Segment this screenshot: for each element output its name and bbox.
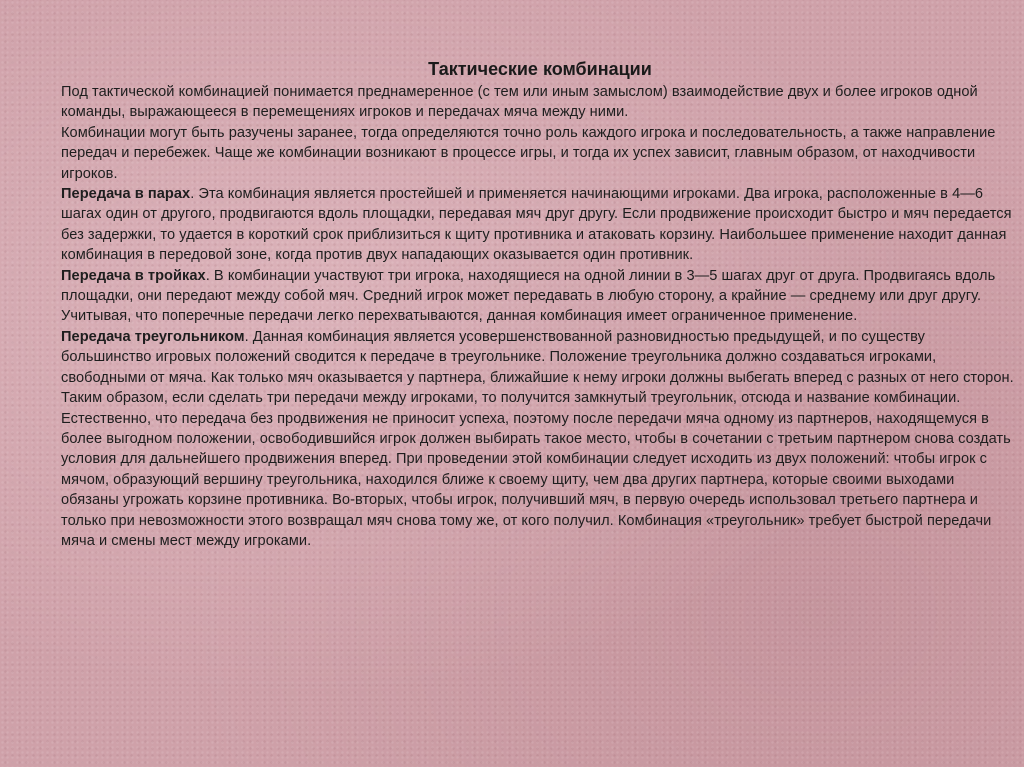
slide-body <box>61 82 1016 551</box>
combinations-note-paragraph: Комбинации могут быть разучены заранее, тогда определяются точно роль каждого игрока и последовательность, а также направление передач и перебежек. Чаще же комбинации возникают в процессе игры, и тогда их успех зависит, главным образом, от находчивости игроков. <box>61 124 996 182</box>
intro-paragraph: Под тактической комбинацией понимается преднамеренное (с тем или иным замыслом) взаимодействие двух и более игроков одной команды, выражающееся в перемещениях игроков и передачах мяча между ними. <box>61 84 978 121</box>
section-triples <box>61 266 1016 327</box>
section-pairs-text: . Эта комбинация является простейшей и применяется начинающими игроками. Два игрока, расположенные в 4—6 шагах один от другого, продвигаются вдоль площадки, передавая мяч друг другу. Если продвижение происходит быстро и мяч передается без задержки, то удается в короткий срок приблизиться к щиту противника и атаковать корзину. Наибольшее применение находит данная комбинация в передовой зоне, когда против двух нападающих оказывается один противник. <box>61 186 1012 264</box>
section-pairs <box>61 184 1016 266</box>
section-pairs-heading: Передача в парах <box>61 186 191 203</box>
slide-title: Тактические комбинации <box>428 59 652 79</box>
section-triples-heading: Передача в тройках <box>61 267 206 284</box>
section-triangle-text: . Данная комбинация является усовершенствованной разновидностью предыдущей, и по существу большинство игровых положений сводится к передаче в треугольнике. Положение треугольника должно создаваться игроками, свободными от мяча. Как только мяч оказывается у партнера, ближайшие к нему игроки должны выбегать вперед с разных от него сторон. Таким образом, если сделать три передачи между игроками, то получится замкнутый треугольник, отсюда и название комбинации. Естественно, что передача без продвижения не приносит успеха, поэтому после передачи мяча одному из партнеров, находящемуся в более выгодном положении, освободившийся игрок должен выбирать такое место, чтобы в сочетании с третьим партнером снова создать условия для дальнейшего продвижения вперед. При проведении этой комбинации следует исходить из двух положений: чтобы игрок с мячом, образующий вершину треугольника, находился ближе к своему щиту, чем два других партнера, которые своими выходами обязаны угрожать корзине противника. Во-вторых, чтобы игрок, получивший мяч, в первую очередь использовал третьего партнера и только при невозможности этого возвращал мяч снова тому же, от кого получил. Комбинация «треугольник» требует быстрой передачи мяча и смены мест между игроками. <box>61 328 1014 549</box>
section-triples-text: . В комбинации участвуют три игрока, находящиеся на одной линии в 3—5 шагах друг от друга. Продвигаясь вдоль площадки, они передают между собой мяч. Средний игрок может передавать в любую сторону, а крайние — среднему или друг другу. Учитывая, что поперечные передачи легко перехватываются, данная комбинация имеет ограниченное применение. <box>61 267 996 325</box>
section-triangle <box>61 327 1016 551</box>
section-triangle-heading: Передача треугольником <box>61 328 245 345</box>
